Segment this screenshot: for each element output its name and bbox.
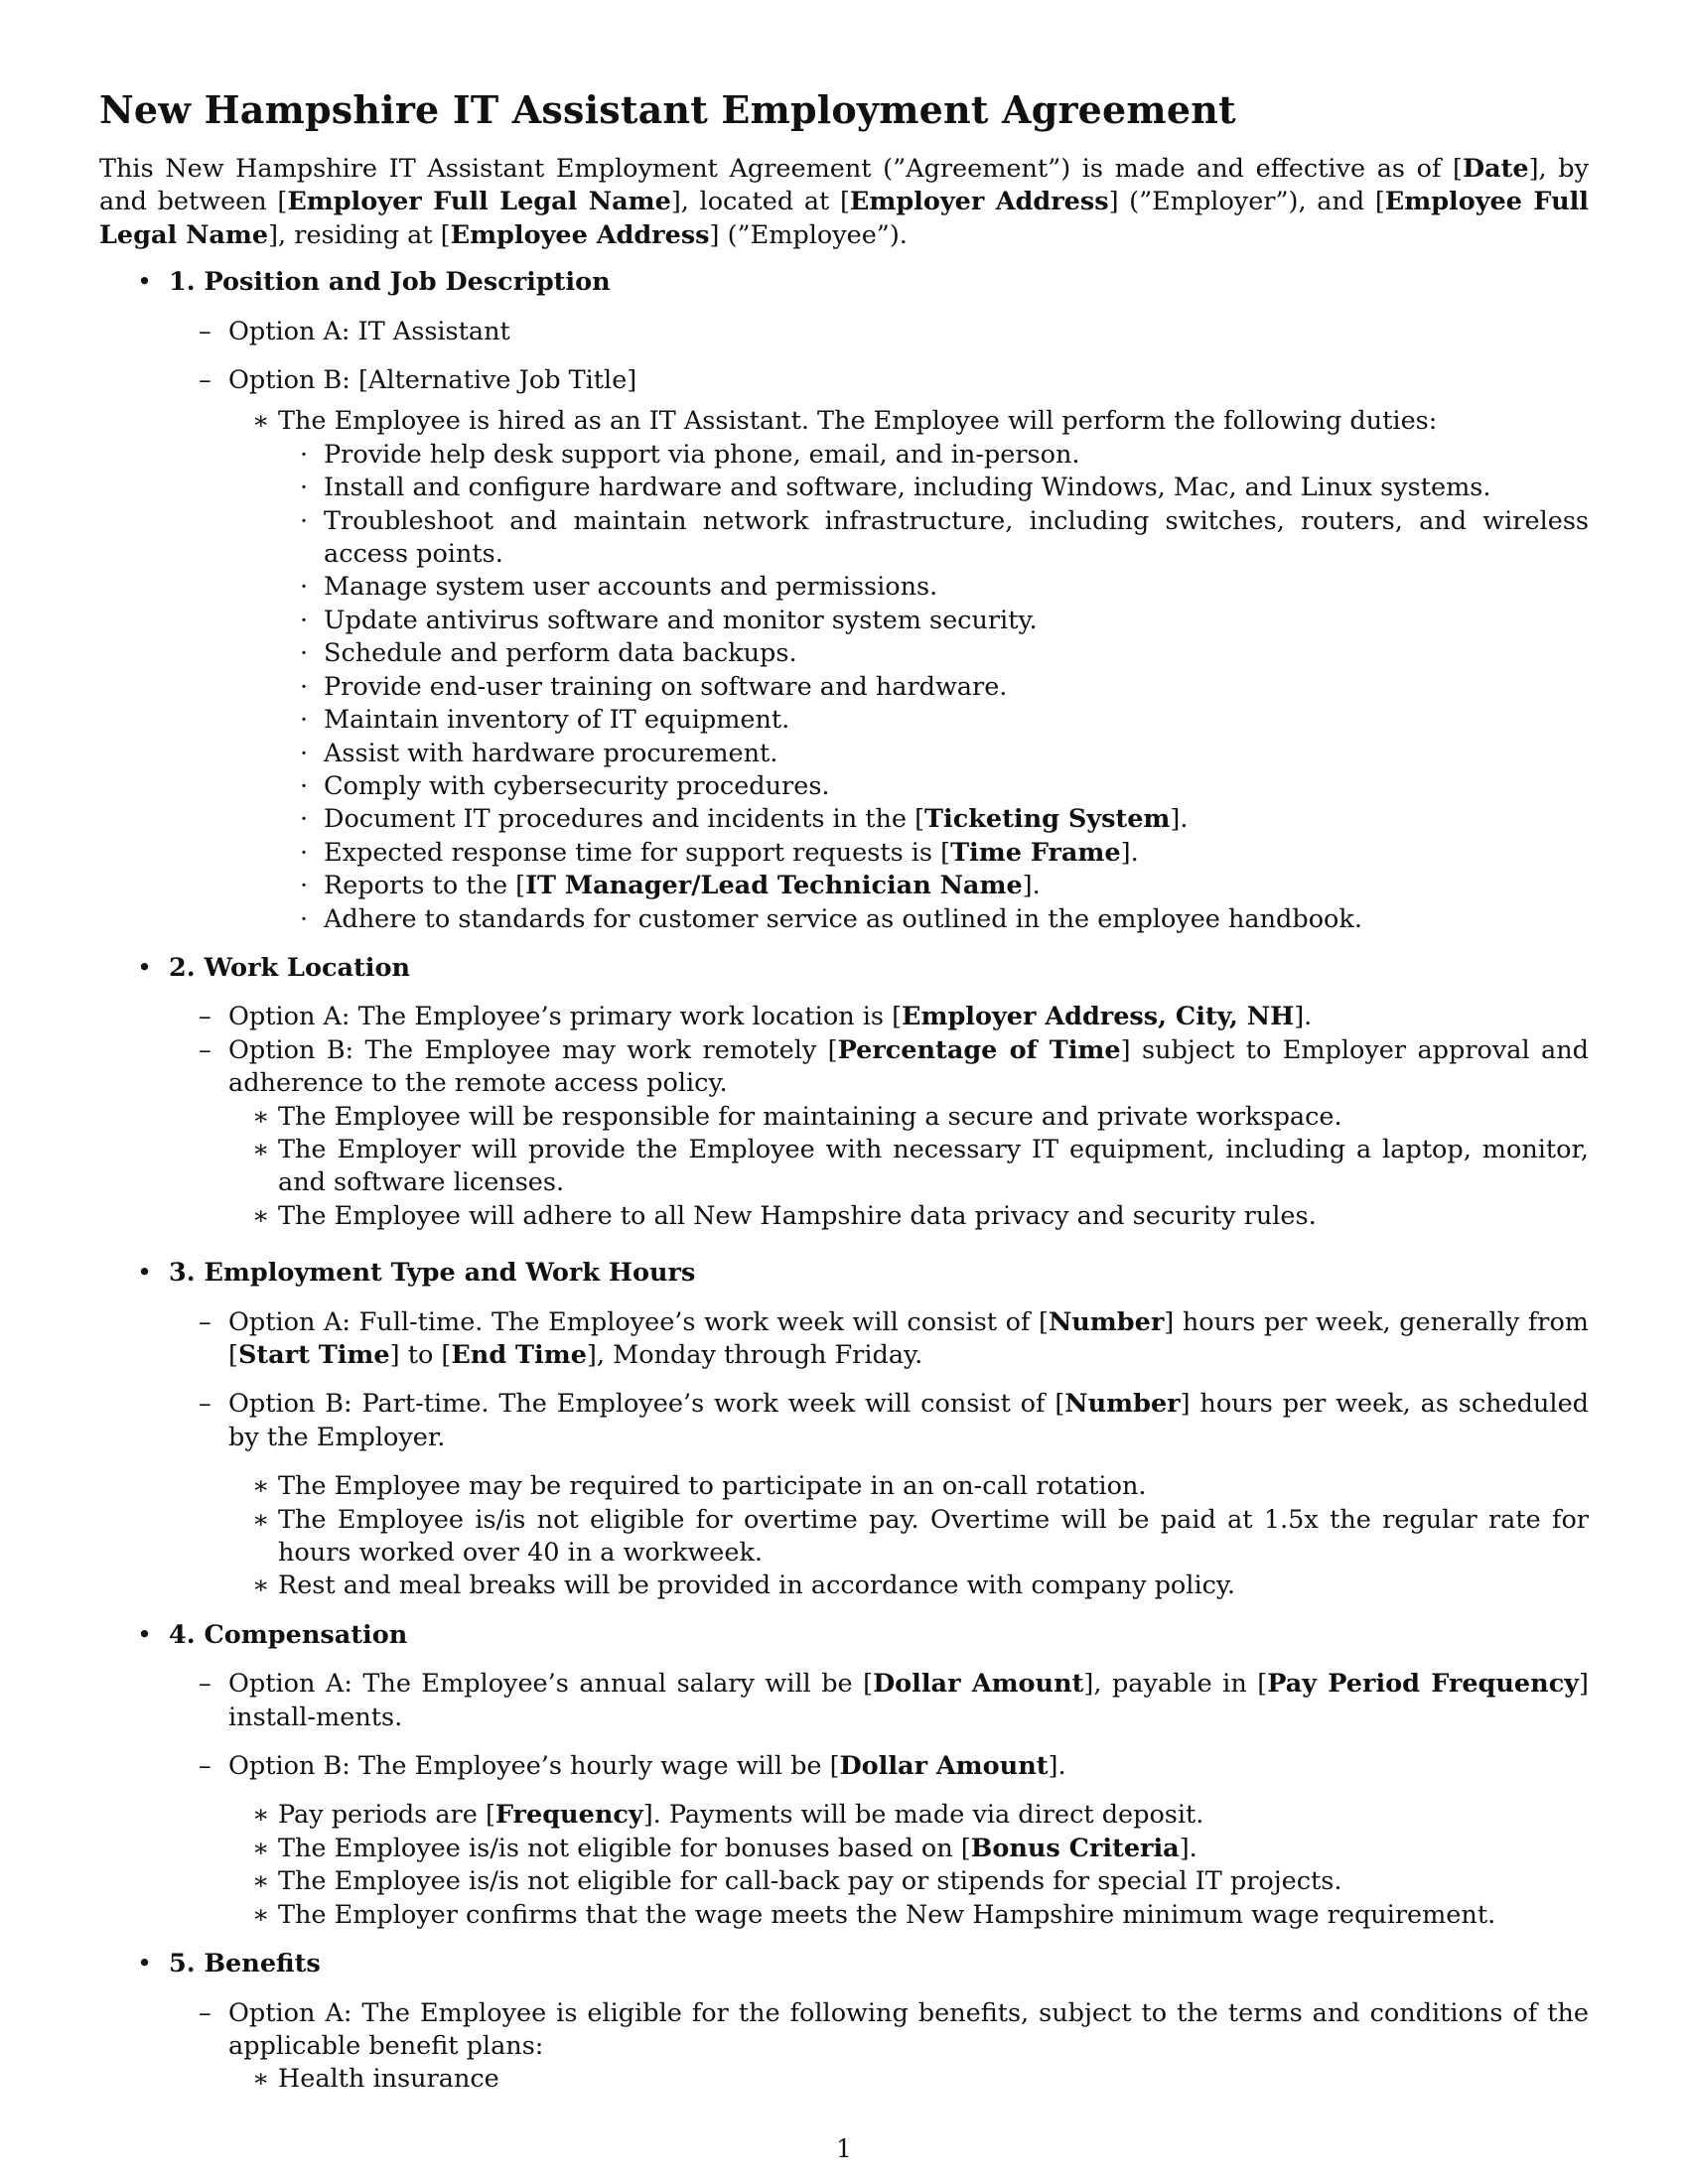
sub-list [228,2063,1589,2096]
item-text: Pay periods are [ [278,1800,495,1831]
duty-text: Comply with cybersecurity procedures. [324,770,830,801]
item-text: The Employee is/is not eligible for bonuses based on [ [278,1833,971,1863]
asterisk-icon: ∗ [252,406,270,437]
section-3 [99,1257,1589,1603]
page-number: 1 [836,2134,852,2163]
duty-text: Expected response time for support requests is [ [324,837,951,868]
dot-icon: · [300,671,309,702]
duty-text: Manage system user accounts and permissions. [324,572,938,603]
list-item [228,1470,1589,1503]
placeholder-frequency: Frequency [494,1800,643,1831]
dot-icon: · [300,605,309,635]
list-item [278,637,1589,670]
placeholder-time-frame: Time Frame [950,837,1121,868]
option-text: Option A: The Employee’s primary work location is [ [228,1002,903,1032]
dash-icon: – [199,1002,211,1032]
duty-text: Install and configure hardware and software, including Windows, Mac, and Linux systems. [324,473,1491,503]
item-text: The Employer confirms that the wage meets the New Hampshire minimum wage requirement. [278,1899,1496,1930]
asterisk-icon: ∗ [252,1504,270,1535]
option-text: Option A: The Employee is eligible for the following benefits, subject to the terms and conditions of the applicable benefit plans: [228,1997,1589,2061]
duty-text: Update antivirus software and monitor system security. [324,605,1038,635]
section-4 [99,1619,1589,1932]
list-item [278,704,1589,737]
placeholder-start-time: Start Time [237,1340,390,1370]
document-title: New Hampshire IT Assistant Employment Agreement [99,87,1236,132]
section-2 [99,952,1589,1249]
list-item [278,770,1589,803]
placeholder-percentage-of-time: Percentage of Time [837,1034,1121,1065]
option-text: ]. [1294,1002,1313,1032]
option-text: ], Monday through Friday. [586,1340,923,1370]
dot-icon: · [300,738,309,768]
item-text: The Employee is/is not eligible for overtime pay. Overtime will be paid at 1.5x the regular rate for hours worked over 40 in a workweek. [278,1504,1589,1569]
item-text: The Employer will provide the Employee with necessary IT equipment, including a laptop, monitor, and software licenses. [278,1134,1589,1198]
option-text: Option B: The Employee’s hourly wage will be [ [228,1751,840,1782]
item-text: The Employee will be responsible for maintaining a secure and private workspace. [278,1101,1342,1132]
dash-icon: – [199,1306,211,1337]
asterisk-icon: ∗ [252,1833,270,1863]
dot-icon: · [300,439,309,470]
bullet-icon: • [137,1949,153,1979]
option-b [169,1388,1589,1454]
option-b [169,364,1589,397]
list-item [278,439,1589,472]
option-text: Option A: IT Assistant [228,316,510,346]
placeholder-ticketing-system: Ticketing System [924,804,1171,835]
section-title: 5. Benefits [169,1949,321,1979]
list-item [228,1833,1589,1865]
document-page [99,85,1589,2105]
option-text: Option A: The Employee’s annual salary will be [ [228,1669,874,1700]
duties-block [169,405,1589,936]
sub-list [169,1470,1589,1603]
option-a [169,1997,1589,2097]
item-text: ]. [1179,1833,1197,1863]
placeholder-manager-name: IT Manager/Lead Technician Name [525,871,1023,901]
dot-icon: · [300,770,309,801]
option-list [169,316,1589,398]
dot-icon: · [300,638,309,669]
asterisk-icon: ∗ [252,1570,270,1601]
duty-text: Provide end-user training on software and hardware. [324,671,1008,702]
option-list [169,1306,1589,1455]
placeholder-employer-address: Employer Address [849,187,1109,217]
duties-intro-text: The Employee is hired as an IT Assistant. The Employee will perform the following duties: [278,406,1438,437]
placeholder-number: Number [1048,1306,1165,1337]
intro-text: ], located at [ [670,187,850,217]
option-text: Option B: The Employee may work remotely [ [228,1034,838,1065]
placeholder-employee-address: Employee Address [450,219,710,250]
option-a [169,1306,1589,1373]
dot-icon: · [300,705,309,736]
intro-text: ], by and between [ [99,154,1589,217]
dash-icon: – [199,1389,211,1420]
dash-icon: – [199,1751,211,1782]
dash-icon: – [199,1669,211,1700]
intro-paragraph [99,153,1589,252]
bullet-icon: • [137,952,153,983]
item-text: Rest and meal breaks will be provided in accordance with company policy. [278,1570,1236,1601]
list-item [278,870,1589,902]
dash-icon: – [199,316,211,346]
list-item [228,1899,1589,1932]
item-text: The Employee is/is not eligible for call-back pay or stipends for special IT projects. [278,1866,1342,1897]
dot-icon: · [300,804,309,835]
intro-text: This New Hampshire IT Assistant Employment Agreement (”Agreement”) is made and effective as of [ [99,154,1463,184]
placeholder-work-address: Employer Address, City, NH [902,1002,1295,1032]
asterisk-icon: ∗ [252,1800,270,1831]
duty-text: Reports to the [ [324,871,526,901]
option-text: ] subject to Employer approval and adherence to the remote access policy. [228,1034,1589,1099]
list-item [278,837,1589,870]
duty-text: Schedule and perform data backups. [324,638,797,669]
section-title: 4. Compensation [169,1619,408,1650]
option-text: ] to [ [389,1340,452,1370]
placeholder-employee-name: Employee Full Legal Name [99,187,1589,250]
duties-list [278,439,1589,936]
option-b [169,1750,1589,1783]
list-item [278,803,1589,836]
option-a [169,316,1589,348]
placeholder-date: Date [1462,154,1529,184]
placeholder-pay-period-frequency: Pay Period Frequency [1267,1669,1580,1700]
placeholder-employer-name: Employer Full Legal Name [287,187,671,217]
intro-text: ] (”Employee”). [709,219,908,250]
list-item [278,472,1589,504]
list-item [278,571,1589,604]
option-a [169,1001,1589,1033]
duty-text: ]. [1170,804,1189,835]
list-item [228,2063,1589,2096]
intro-text: ], residing at [ [268,219,451,250]
duty-text: Adhere to standards for customer service as outlined in the employee handbook. [324,903,1362,934]
section-5 [99,1948,1589,2097]
option-text: ]. [1048,1751,1066,1782]
intro-text: ] (”Employer”), and [ [1108,187,1385,217]
dot-icon: · [300,505,309,536]
placeholder-bonus-criteria: Bonus Criteria [970,1833,1180,1863]
option-text: Option B: Part-time. The Employee’s work week will consist of [ [228,1389,1065,1420]
duty-text: Maintain inventory of IT equipment. [324,705,790,736]
placeholder-number: Number [1064,1389,1181,1420]
list-item [278,671,1589,704]
asterisk-icon: ∗ [252,1471,270,1502]
bullet-icon: • [137,267,153,298]
dot-icon: · [300,903,309,934]
option-a [169,1668,1589,1734]
option-list [169,1997,1589,2097]
option-text: ], payable in [ [1083,1669,1268,1700]
dot-icon: · [300,871,309,901]
section-title: 1. Position and Job Description [169,267,611,298]
dot-icon: · [300,473,309,503]
option-text: ] hours per week, generally from [ [228,1306,1589,1370]
section-title: 3. Employment Type and Work Hours [169,1258,696,1289]
asterisk-icon: ∗ [252,1101,270,1132]
dot-icon: · [300,572,309,603]
item-text: Health insurance [278,2064,499,2095]
option-list [169,1668,1589,1783]
list-item [278,605,1589,637]
placeholder-dollar-amount: Dollar Amount [873,1669,1084,1700]
dash-icon: – [199,1997,211,2028]
placeholder-dollar-amount: Dollar Amount [839,1751,1049,1782]
list-item [228,1799,1589,1832]
item-text: The Employee will adhere to all New Hampshire data privacy and security rules. [278,1200,1317,1231]
asterisk-icon: ∗ [252,1899,270,1930]
list-item [278,505,1589,572]
list-item [228,1101,1589,1134]
option-text: Option B: [Alternative Job Title] [228,365,637,396]
dash-icon: – [199,365,211,396]
list-item [278,738,1589,770]
list-item [228,1865,1589,1898]
asterisk-icon: ∗ [252,1866,270,1897]
list-item [228,1570,1589,1602]
list-item [228,1200,1589,1233]
sub-list [169,1799,1589,1932]
sub-list [228,1101,1589,1234]
bullet-icon: • [137,1619,153,1650]
section-1 [99,266,1589,936]
list-item [228,1134,1589,1200]
list-item [228,1504,1589,1570]
option-text: Option A: Full-time. The Employee’s work week will consist of [ [228,1306,1049,1337]
asterisk-icon: ∗ [252,1200,270,1231]
duty-text: Assist with hardware procurement. [324,738,778,768]
item-text: The Employee may be required to participate in an on-call rotation. [278,1471,1147,1502]
spacer [169,1233,1589,1249]
list-item [278,903,1589,936]
duty-text: ]. [1120,837,1139,868]
duty-text: ]. [1022,871,1041,901]
option-list [169,1001,1589,1233]
placeholder-end-time: End Time [451,1340,587,1370]
duty-text: Troubleshoot and maintain network infrastructure, including switches, routers, and wireless access points. [324,505,1589,570]
bullet-icon: • [137,1258,153,1289]
duty-text: Provide help desk support via phone, email, and in-person. [324,439,1080,470]
option-text: ] hours per week, as scheduled by the Employer. [228,1389,1589,1452]
dot-icon: · [300,837,309,868]
duty-text: Document IT procedures and incidents in the [ [324,804,925,835]
section-title: 2. Work Location [169,952,411,983]
dash-icon: – [199,1034,211,1065]
asterisk-icon: ∗ [252,2064,270,2095]
item-text: ]. Payments will be made via direct deposit. [642,1800,1204,1831]
sections-list [99,266,1589,2097]
asterisk-icon: ∗ [252,1134,270,1164]
option-text: ] install-ments. [228,1669,1589,1732]
option-b [169,1034,1589,1233]
duties-intro [228,405,1589,936]
